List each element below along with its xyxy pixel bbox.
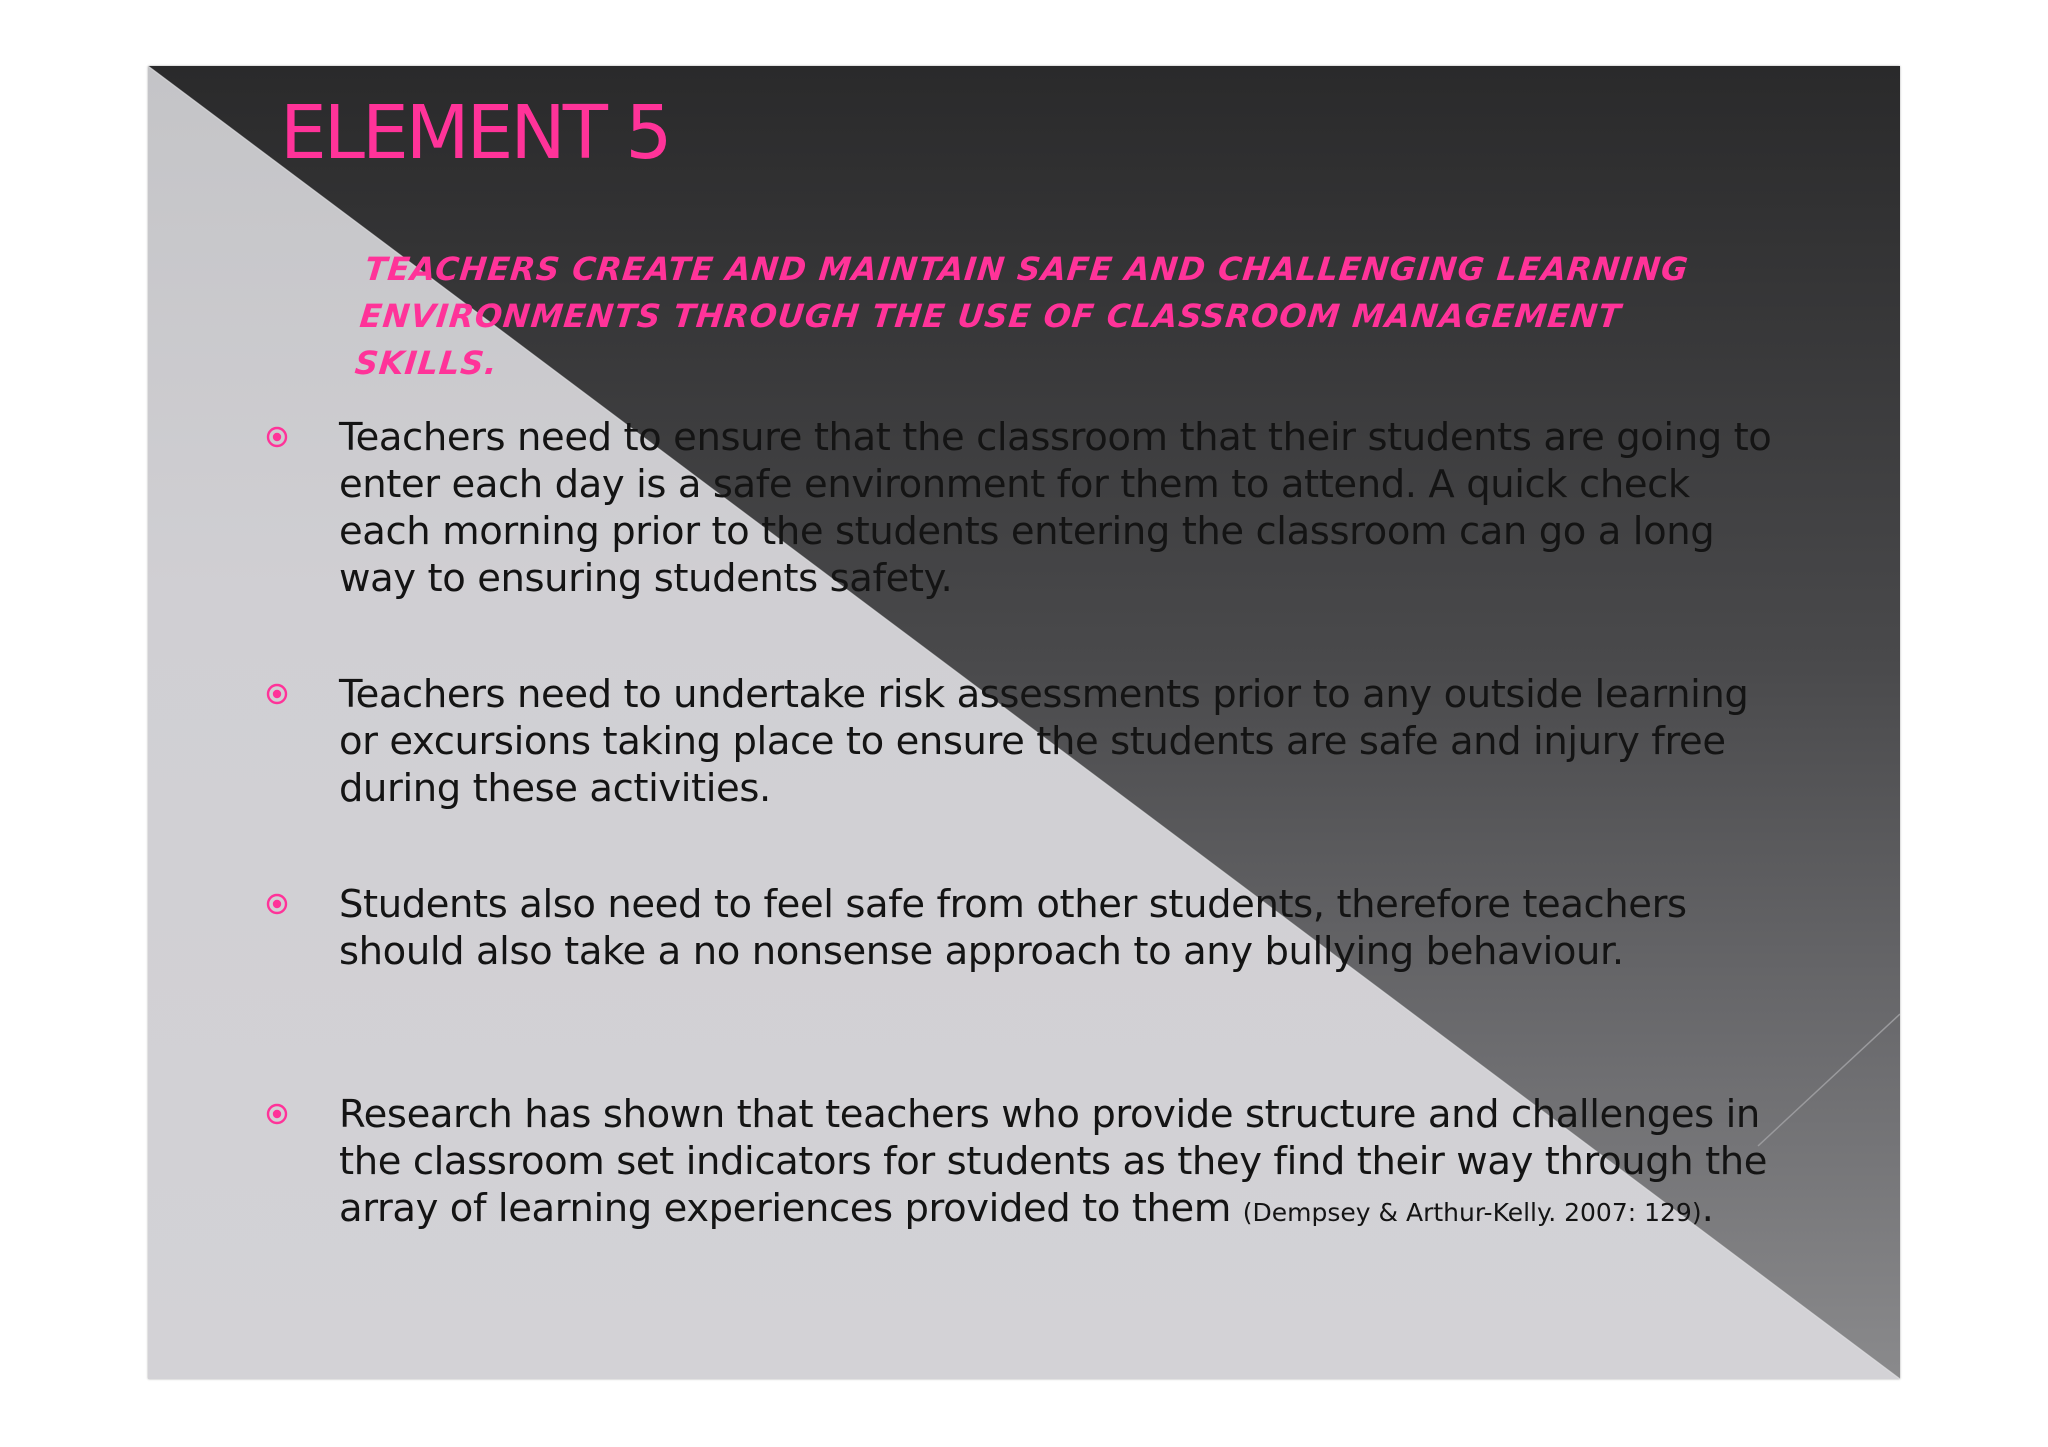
target-bullet-icon bbox=[266, 1103, 288, 1125]
slide-title: ELEMENT 5 bbox=[280, 90, 670, 176]
bullet-list bbox=[148, 66, 1900, 1379]
citation: (Dempsey & Arthur-Kelly. 2007: 129) bbox=[1242, 1198, 1702, 1227]
bullet-text: Teachers need to undertake risk assessments prior to any outside learning or excursions taking place to ensure the students are safe and injury free during these activities. bbox=[339, 672, 1749, 811]
bullet-text: Students also need to feel safe from other students, therefore teachers should also take a no nonsense approach to any bullying behaviour. bbox=[339, 882, 1687, 974]
target-bullet-icon bbox=[266, 893, 288, 915]
bullet-end-punctuation: . bbox=[1701, 1186, 1714, 1231]
bullet-text bbox=[339, 1091, 1789, 1236]
target-bullet-icon bbox=[266, 683, 288, 705]
bullet-text: Teachers need to ensure that the classroom that their students are going to enter each day is a safe environment for them to attend. A quick check each morning prior to the students entering the classroom can go a long way to ensuring students safety. bbox=[339, 415, 1772, 601]
target-bullet-icon bbox=[266, 426, 288, 448]
bullet-main-text: Research has shown that teachers who provide structure and challenges in the classroom set indicators for students as they find their way through the array of learning experiences provided to them bbox=[339, 1092, 1768, 1231]
slide bbox=[148, 66, 1900, 1379]
slide-subtitle: TEACHERS CREATE AND MAINTAIN SAFE AND CHALLENGING LEARNING ENVIRONMENTS THROUGH THE USE OF CLASSROOM MANAGEMENT SKILLS. bbox=[353, 250, 1691, 382]
